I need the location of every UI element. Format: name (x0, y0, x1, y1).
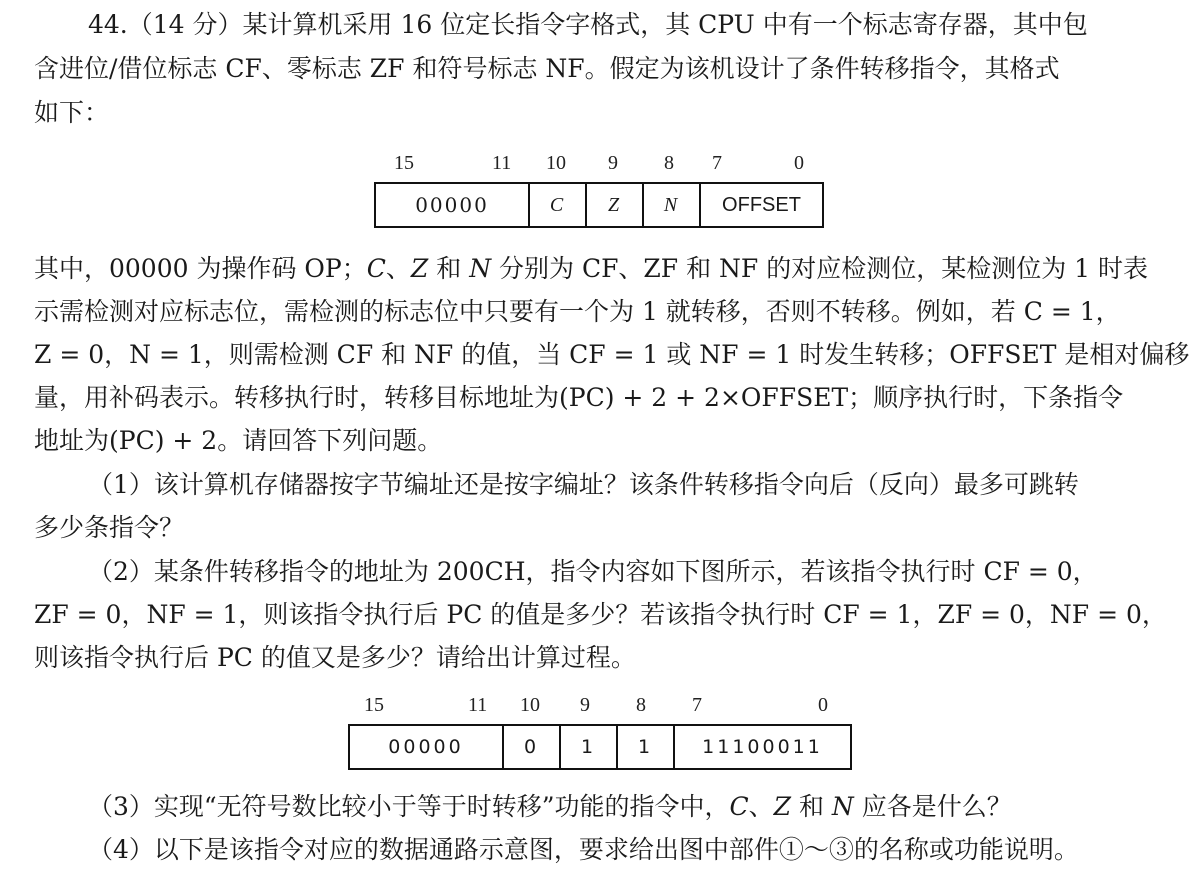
q3-text-b: 、 (748, 792, 774, 821)
field-offset-value: 11100011 (702, 736, 823, 758)
field-c-value: 0 (504, 726, 561, 768)
field-opcode: 00000 (376, 184, 530, 226)
sub-question-2-line-1: （2）某条件转移指令的地址为 200CH，指令内容如下图所示，若该指令执行时 CF = 0， (88, 557, 1098, 586)
field-c: C (530, 184, 587, 226)
field-n-value: 1 (618, 726, 675, 768)
description-text-b: 、 (385, 254, 411, 283)
field-z: Z (587, 184, 644, 226)
instruction-format-box (374, 182, 824, 228)
bit-position-labels-2 (346, 694, 856, 718)
description-text-e: 分别为 CF、ZF 和 NF 的对应检测位，某检测位为 1 时表 (491, 254, 1149, 283)
bit-label-11: 11 (492, 152, 512, 174)
bit-label-0: 0 (794, 152, 804, 174)
field-z-value: 1 (561, 726, 618, 768)
description-line-1 (34, 252, 1169, 286)
description-line-2: 示需检测对应标志位，需检测的标志位中只要有一个为 1 就转移，否则不转移。例如，若 C = 1， (34, 297, 1121, 326)
q3-z: Z (773, 792, 792, 821)
q3-text-d: 和 (791, 792, 832, 821)
sub-question-2-line-2: ZF = 0，NF = 1，则该指令执行后 PC 的值是多少？若该指令执行时 CF = 1，ZF = 0，NF = 0， (34, 600, 1167, 629)
sub-question-3 (88, 790, 1169, 824)
question-line-2: 含进位/借位标志 CF、零标志 ZF 和符号标志 NF。假定为该机设计了条件转移指令，其格式 (34, 54, 1060, 83)
instruction-content-diagram (346, 694, 856, 774)
bit-label-7: 7 (712, 152, 722, 174)
bit-label-10: 10 (546, 152, 566, 174)
bit-label-11: 11 (468, 694, 488, 716)
sub-question-2-line-3: 则该指令执行后 PC 的值又是多少？请给出计算过程。 (34, 643, 636, 672)
sub-question-4: （4）以下是该指令对应的数据通路示意图，要求给出图中部件①～③的名称或功能说明。 (88, 835, 1079, 864)
description-text-d: 和 (428, 254, 470, 283)
description-line-4: 量，用补码表示。转移执行时，转移目标地址为(PC) + 2 + 2×OFFSET；顺序执行时，下条指令 (34, 383, 1124, 412)
bit-label-10: 10 (520, 694, 540, 716)
bit-label-0: 0 (818, 694, 828, 716)
bit-label-8: 8 (664, 152, 674, 174)
bit-label-8: 8 (636, 694, 646, 716)
question-line-1: 44.（14 分）某计算机采用 16 位定长指令字格式，其 CPU 中有一个标志寄存器，其中包 (88, 10, 1088, 39)
field-offset: OFFSET (722, 193, 801, 216)
instruction-content-box (348, 724, 852, 770)
q3-c: C (729, 792, 749, 821)
bit-label-7: 7 (692, 694, 702, 716)
description-line-5: 地址为(PC) + 2。请回答下列问题。 (34, 426, 443, 455)
field-opcode-value: 00000 (350, 726, 504, 768)
question-line-3: 如下： (34, 98, 110, 127)
q3-n: N (831, 792, 854, 821)
bit-label-15: 15 (394, 152, 414, 174)
description-c: C (366, 254, 386, 283)
q3-text-e: 应各是什么？ (853, 792, 1012, 821)
bit-position-labels (372, 152, 832, 176)
description-z: Z (410, 254, 429, 283)
bit-label-9: 9 (580, 694, 590, 716)
bit-label-9: 9 (608, 152, 618, 174)
description-text-a: 其中，00000 为操作码 OP； (34, 254, 367, 283)
sub-question-1-line-1: （1）该计算机存储器按字节编址还是按字编址？该条件转移指令向后（反向）最多可跳转 (88, 470, 1079, 499)
description-line-3: Z = 0，N = 1，则需检测 CF 和 NF 的值，当 CF = 1 或 NF = 1 时发生转移；OFFSET 是相对偏移 (34, 340, 1190, 369)
instruction-format-diagram (372, 152, 832, 232)
field-n: N (644, 184, 701, 226)
q3-text-a: （3）实现“无符号数比较小于等于时转移”功能的指令中， (88, 792, 730, 821)
description-n: N (469, 254, 492, 283)
bit-label-15: 15 (364, 694, 384, 716)
sub-question-1-line-2: 多少条指令？ (34, 513, 185, 542)
